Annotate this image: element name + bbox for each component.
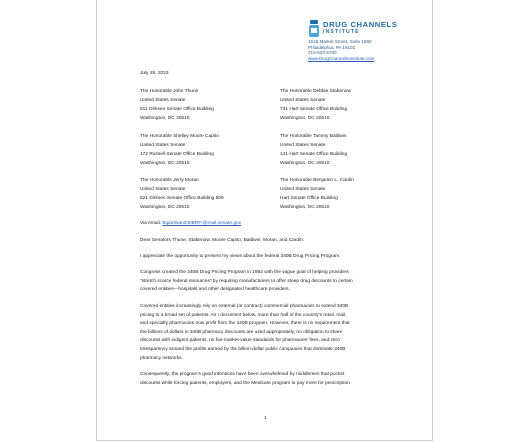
recipient-body: United States Senate — [280, 142, 326, 148]
recipient-office: 511 Dirksen Senate Office Building — [140, 106, 214, 112]
recipient-city: Washington, DC 20510 — [140, 160, 190, 166]
paragraph-line: Congress created the 340B Drug Pricing Program in 1992 with the vague goal of helping providers — [140, 270, 349, 275]
paragraph-line: “stretch scarce federal resources” by requiring manufacturers to offer steep drug discounts to certain — [140, 278, 353, 284]
recipient-block — [140, 177, 224, 213]
recipient-name: The Honorable Shelley Moore Capito — [140, 134, 219, 139]
recipient-block — [280, 88, 351, 124]
email-label: Via email: — [140, 221, 161, 226]
recipient-name: The Honorable Debbie Stabenow — [280, 89, 351, 94]
paragraph-line: covered entities—hospitals and other designated healthcare providers. — [140, 287, 290, 293]
recipient-body: United States Senate — [140, 186, 186, 192]
email-line — [140, 221, 241, 227]
recipient-city: Washington, DC 20510 — [280, 115, 330, 121]
street-address: 1515 Market Street, Suite 1660 — [308, 39, 372, 44]
website-link[interactable]: www.DrugChannelsInstitute.com — [308, 55, 375, 61]
body-paragraph — [140, 303, 403, 363]
phone-number: 215-523-5700 — [308, 50, 337, 56]
letterhead-address — [308, 39, 374, 61]
recipient-block — [140, 88, 214, 124]
paragraph-line: discounts with indigent patients, no fair-market-value standards for pharmacies’ fees, and zero — [140, 338, 340, 344]
recipient-city: Washington, DC 20510 — [280, 204, 330, 210]
paragraph-line: and specialty pharmacies now profit from the 340B program. However, there is no requirement that — [140, 321, 350, 327]
recipient-body: United States Senate — [280, 186, 326, 192]
recipient-name: The Honorable Benjamin L. Cardin — [280, 178, 354, 183]
recipient-name: The Honorable Tammy Baldwin — [280, 134, 347, 139]
recipient-block — [280, 133, 347, 169]
recipient-city: Washington, DC 20510 — [280, 160, 330, 166]
recipient-name: The Honorable John Thune — [140, 89, 199, 94]
paragraph-line: pharmacy networks. — [140, 355, 183, 361]
recipient-office: 141 Hart Senate Office Building — [280, 151, 348, 157]
recipient-office: 172 Russell Senate Office Building — [140, 151, 214, 157]
recipient-name: The Honorable Jerry Moran — [140, 178, 199, 183]
recipient-city: Washington, DC 20510 — [140, 115, 190, 121]
city-address: Philadelphia, PA 19102 — [308, 44, 356, 50]
email-link[interactable]: Bipartisan340BRFI@mail.senate.gov — [162, 221, 242, 226]
body-paragraph — [140, 253, 403, 262]
letter-date: July 28, 2023 — [140, 71, 169, 76]
recipient-block — [280, 177, 354, 213]
paragraph-line: transparency around the profits earned by the billion-dollar public companies that dominate 340B — [140, 346, 346, 352]
pill-bottle-icon — [308, 20, 320, 38]
recipient-office: 731 Hart Senate Office Building — [280, 106, 348, 112]
body-paragraph — [140, 269, 403, 295]
paragraph-line: Covered entities increasingly rely on external (or contract) commercial pharmacies to extend 340B — [140, 304, 349, 309]
paragraph-line: Consequently, the program’s good intentions have been overwhelmed by middlemen that pocket — [140, 372, 345, 377]
logo-title: DRUG CHANNELS — [323, 20, 398, 29]
recipient-body: United States Senate — [280, 97, 326, 103]
paragraph-line: I appreciate the opportunity to present my views about the federal 340B Drug Pricing Program. — [140, 254, 341, 259]
salutation: Dear Senators Thune, Stabenow, Moore Capito, Baldwin, Moran, and Cardin: — [140, 238, 305, 243]
letter-page — [96, 0, 433, 441]
paragraph-line: pricing to a broad set of patients. As I document below, more than half of the country’s retail, mail, — [140, 312, 347, 318]
recipient-city: Washington, DC 20510 — [140, 204, 190, 210]
body-paragraph — [140, 371, 403, 388]
paragraph-line: the billions of dollars in 340B pharmacy discounts are used appropriately, no obligation to share — [140, 329, 343, 335]
recipient-body: United States Senate — [140, 142, 186, 148]
recipient-block — [140, 133, 219, 169]
recipient-body: United States Senate — [140, 97, 186, 103]
recipient-office: 521 Dirksen Senate Office Building 509 — [140, 195, 224, 201]
paragraph-line: discounts while forcing patients, employers, and the Medicare program to pay more for prescription — [140, 380, 350, 386]
page-number: 1 — [264, 416, 267, 421]
logo-subtitle: INSTITUTE — [323, 29, 360, 35]
recipient-office: Hart Senate Office Building — [280, 195, 338, 201]
